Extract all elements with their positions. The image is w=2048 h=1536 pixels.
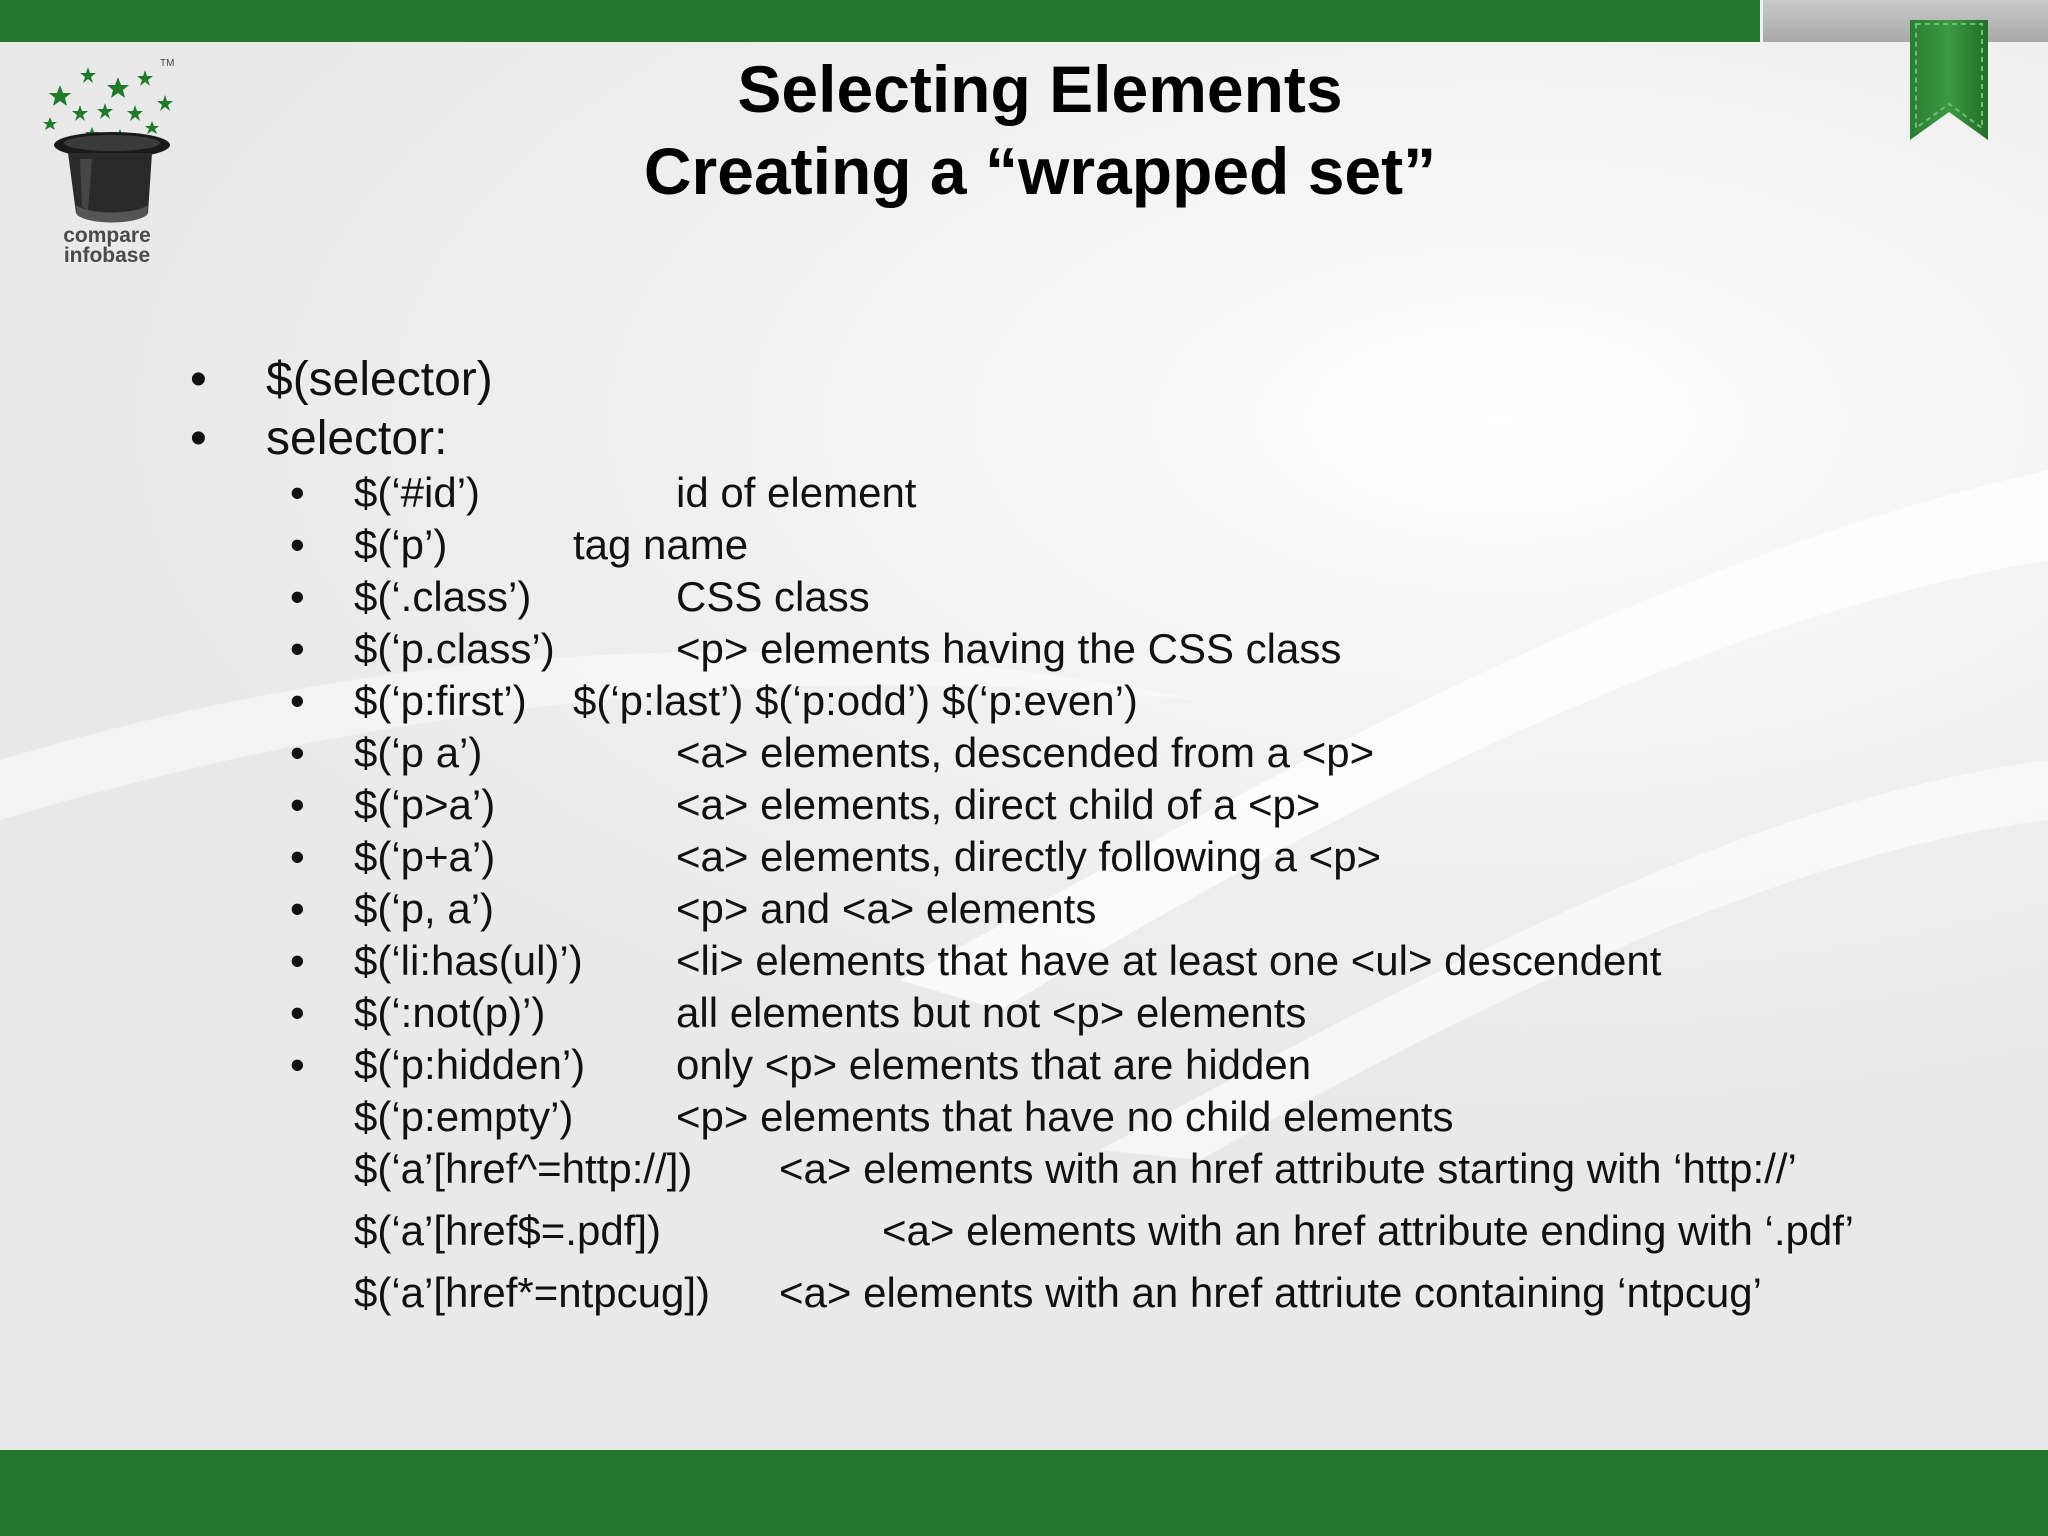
selector-code: $(‘#id’) [354,469,481,516]
bullet-glyph: • [290,469,305,516]
selector-code: $(‘p>a’) [354,781,496,828]
bullet-glyph: • [290,833,305,880]
logo-line-infobase: infobase [63,244,151,267]
selector-description: <a> elements with an href attribute ending with ‘.pdf’ [882,1207,1855,1254]
selector-description: $(‘p:last’) $(‘p:odd’) $(‘p:even’) [573,677,1138,724]
selector-code: $(‘.class’) [354,573,532,620]
bullet-glyph: • [290,521,305,568]
selector-description: all elements but not <p> elements [676,989,1307,1036]
selector-code: $(‘a’[href^=http://]) [354,1145,693,1192]
selector-description: <p> and <a> elements [676,885,1097,932]
selector-code: $(‘p+a’) [354,833,496,880]
selector-code: $(‘p.class’) [354,625,555,672]
bullet-glyph: • [290,729,305,776]
selector-description: only <p> elements that are hidden [676,1041,1312,1088]
logo-trademark: TM [160,58,175,69]
selector-code: $(‘a’[href$=.pdf]) [354,1207,662,1254]
bullet-glyph: • [290,989,305,1036]
selector-code: $(‘p:hidden’) [354,1041,586,1088]
selector-description: <p> elements that have no child elements [676,1093,1454,1140]
bullet-glyph: • [290,677,305,724]
bullet-text: $(selector) [266,353,493,406]
selector-description: <a> elements, descended from a <p> [676,729,1375,776]
selector-description: <a> elements, directly following a <p> [676,833,1382,880]
bullet-glyph: • [290,625,305,672]
title-line-2: Creating a “wrapped set” [643,134,1437,208]
selector-description: <li> elements that have at least one <ul> descendent [676,937,1662,984]
bullet-text: selector: [266,412,448,465]
selector-description: tag name [573,521,749,568]
bullet-glyph: • [190,412,207,465]
bullet-glyph: • [290,573,305,620]
bullet-glyph: • [190,353,207,406]
selector-code: $(‘li:has(ul)’) [354,937,583,984]
bullet-glyph: • [290,1041,305,1088]
bullet-glyph: • [290,781,305,828]
selector-code: $(‘p:empty’) [354,1093,574,1140]
selector-code: $(‘a’[href*=ntpcug]) [354,1269,711,1316]
selector-code: $(‘p a’) [354,729,483,776]
logo-line-compare: compare [63,224,151,247]
bullet-glyph: • [290,937,305,984]
selector-code: $(‘p, a’) [354,885,495,932]
selector-code: $(‘p:first’) [354,677,527,724]
selector-description: CSS class [676,573,870,620]
bullet-glyph: • [290,885,305,932]
selector-code: $(‘:not(p)’) [354,989,546,1036]
selector-description: id of element [676,469,917,516]
title-line-1: Selecting Elements [737,52,1343,126]
selector-code: $(‘p’) [354,521,448,568]
selector-description: <p> elements having the CSS class [676,625,1342,672]
selector-description: <a> elements, direct child of a <p> [676,781,1321,828]
selector-description: <a> elements with an href attribute starting with ‘http://’ [779,1145,1797,1192]
selector-description: <a> elements with an href attriute containing ‘ntpcug’ [779,1269,1762,1316]
